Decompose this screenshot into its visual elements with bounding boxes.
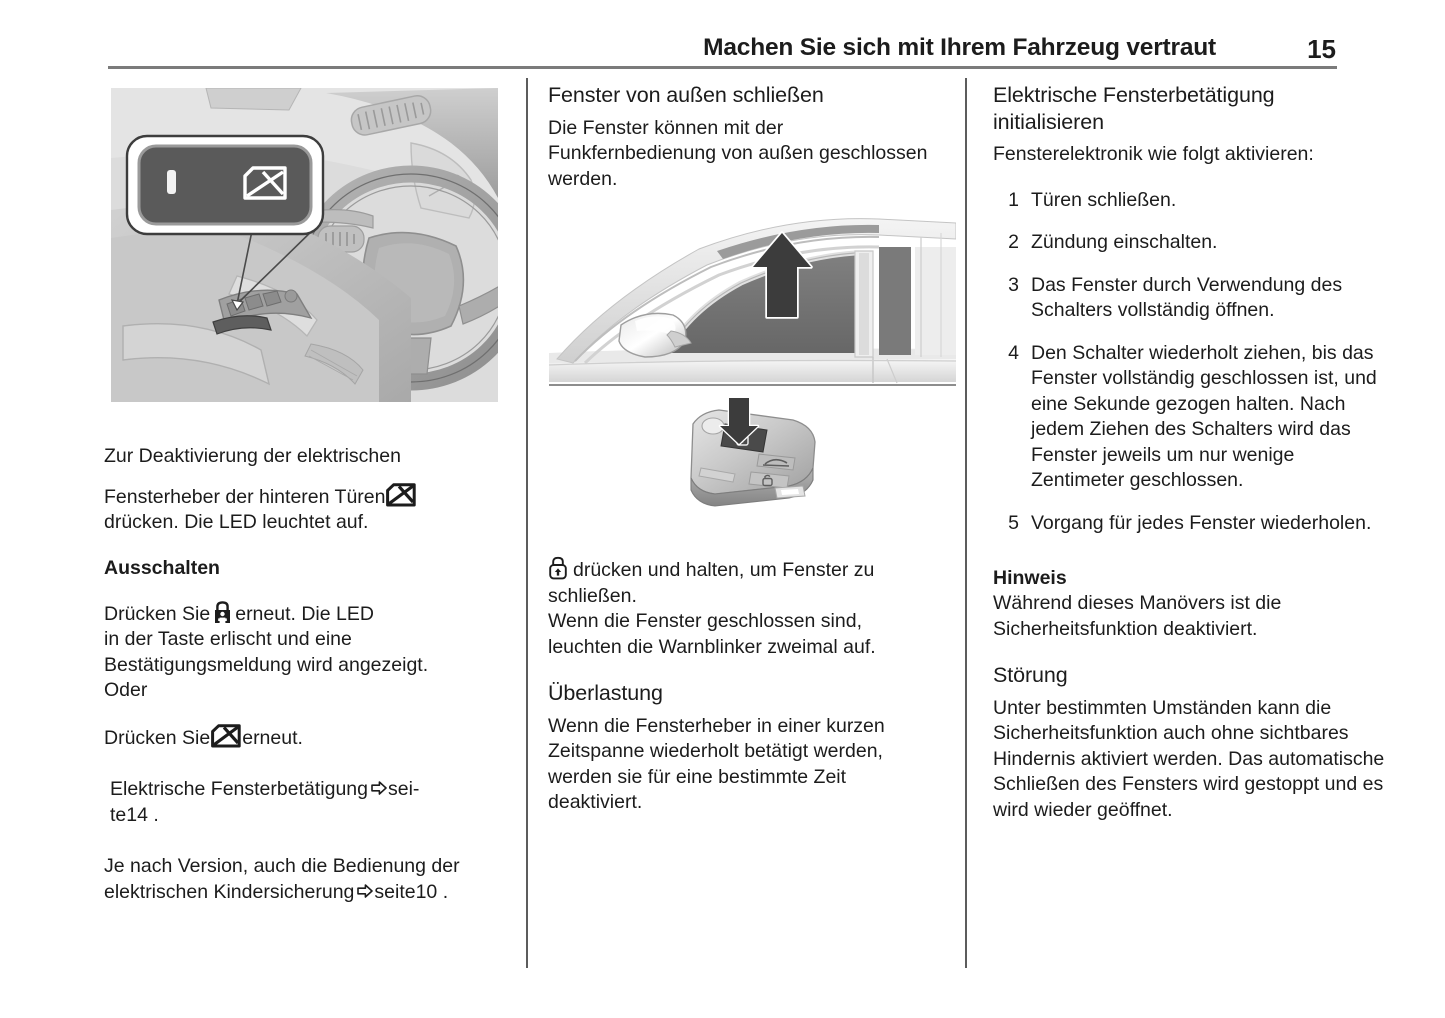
heading-ausschalten: Ausschalten bbox=[104, 556, 220, 579]
press-text-a: Drücken Sie bbox=[104, 602, 211, 625]
xref-target-2[interactable]: seite10 . bbox=[374, 880, 449, 903]
list-item bbox=[993, 188, 1391, 214]
paragraph-deactivate-text-a: Fensterheber der hinteren Türen bbox=[104, 485, 386, 508]
press-hold-text-d: leuchten die Warnblinker zweimal auf. bbox=[548, 635, 876, 658]
list-item bbox=[993, 273, 1391, 324]
step-number: 1 bbox=[1008, 188, 1019, 211]
press-hold-text-a: drücken und halten, um Fenster zu bbox=[573, 559, 875, 581]
press2-text-a: Drücken Sie bbox=[104, 726, 211, 749]
list-item bbox=[993, 230, 1391, 256]
cross-reference-window-operation[interactable] bbox=[104, 777, 504, 828]
car-interior-window-switch-figure bbox=[111, 88, 498, 402]
rear-window-disable-icon bbox=[386, 483, 416, 507]
version-text-2: elektrischen Kindersicherung bbox=[104, 880, 355, 903]
heading-note: Hinweis bbox=[993, 567, 1067, 589]
rear-window-disable-icon bbox=[211, 724, 241, 748]
header-rule bbox=[108, 66, 1337, 69]
step-number: 2 bbox=[1008, 231, 1019, 253]
remote-lock-icon bbox=[548, 556, 568, 580]
page-header bbox=[108, 34, 1336, 66]
heading-fault: Störung bbox=[993, 663, 1068, 687]
version-text-1: Je nach Version, auch die Bedienung der bbox=[104, 855, 460, 877]
right-column bbox=[993, 82, 1391, 823]
middle-column-lower bbox=[548, 556, 944, 816]
xref-target-1-cont: te14 . bbox=[110, 803, 159, 826]
list-item bbox=[993, 341, 1391, 494]
paragraph-initialize-intro: Fensterelektronik wie folgt aktivieren: bbox=[993, 143, 1314, 165]
step-text: Das Fenster durch Verwendung des Schalters vollständig öffnen. bbox=[1031, 273, 1343, 321]
xref-target-1: sei- bbox=[387, 778, 420, 800]
middle-column bbox=[548, 82, 944, 192]
heading-initialize-window: Elektrische Fensterbetätigung initialisieren bbox=[993, 83, 1275, 134]
column-divider-right bbox=[965, 78, 967, 968]
press2-text-b: erneut. bbox=[242, 726, 303, 749]
press-hold-text-c: Wenn die Fenster geschlossen sind, bbox=[548, 610, 862, 632]
xref-label-1: Elektrische Fensterbetätigung bbox=[110, 778, 368, 800]
step-text: Türen schließen. bbox=[1031, 188, 1177, 211]
paragraph-note: Während dieses Manövers ist die Sicherheitsfunktion deaktiviert. bbox=[993, 592, 1282, 640]
paragraph-deactivate-line1: Zur Deaktivierung der elektrischen bbox=[104, 445, 401, 467]
paragraph-press-hold bbox=[548, 556, 944, 660]
paragraph-remote-close: Die Fenster können mit der Funkfernbedienung von außen geschlossen werden. bbox=[548, 116, 928, 190]
initialization-steps-list bbox=[993, 188, 1391, 537]
press-text-e: Oder bbox=[104, 679, 148, 701]
paragraph-version-childlock bbox=[104, 854, 504, 905]
step-number: 3 bbox=[1008, 273, 1019, 296]
paragraph-press-again-2 bbox=[104, 724, 504, 752]
heading-overload: Überlastung bbox=[548, 681, 663, 705]
step-number: 4 bbox=[1008, 341, 1019, 364]
car-side-window-closing-figure bbox=[549, 207, 956, 392]
press-text-b: erneut. Die LED bbox=[235, 602, 374, 625]
page-title: Machen Sie sich mit Ihrem Fahrzeug vertraut bbox=[703, 34, 1216, 61]
press-text-c: in der Taste erlischt und eine bbox=[104, 628, 352, 650]
window-switch-callout bbox=[127, 136, 323, 234]
paragraph-deactivate-line2 bbox=[104, 483, 504, 536]
child-lock-icon bbox=[213, 601, 232, 624]
step-text: Den Schalter wiederholt ziehen, bis das Fenster vollständig geschlossen ist, und eine Sekunde gezogen halten. Nach jedem Ziehen des Schalters wird das Fenster jeweils um nur wenige Zentimeter geschlossen. bbox=[1031, 341, 1377, 491]
heading-close-window-outside: Fenster von außen schließen bbox=[548, 83, 824, 107]
paragraph-deactivate-text-b: drücken. Die LED leuchtet auf. bbox=[104, 511, 369, 533]
press-text-d: Bestätigungsmeldung wird angezeigt. bbox=[104, 653, 429, 676]
remote-key-fob-figure bbox=[663, 396, 853, 511]
step-number: 5 bbox=[1008, 511, 1019, 534]
xref-arrow-icon bbox=[357, 883, 373, 899]
paragraph-overload: Wenn die Fensterheber in einer kurzen Zeitspanne wiederholt betätigt werden, werden sie für eine bestimmte Zeit deaktiviert. bbox=[548, 714, 885, 813]
step-text: Vorgang für jedes Fenster wiederholen. bbox=[1031, 511, 1372, 534]
step-text: Zündung einschalten. bbox=[1031, 231, 1218, 253]
paragraph-press-again-1 bbox=[104, 601, 504, 704]
page-number: 15 bbox=[1307, 34, 1336, 64]
xref-arrow-icon bbox=[371, 780, 387, 796]
paragraph-fault: Unter bestimmten Umständen kann die Sicherheitsfunktion auch ohne sichtbares Hindernis aktiviert werden. Das automatische Schließen des Fensters wird gestoppt und es wird wieder geöffnet. bbox=[993, 696, 1385, 821]
left-column bbox=[104, 444, 504, 905]
press-hold-text-b: schließen. bbox=[548, 584, 637, 607]
column-divider-left bbox=[526, 78, 528, 968]
list-item bbox=[993, 511, 1391, 537]
